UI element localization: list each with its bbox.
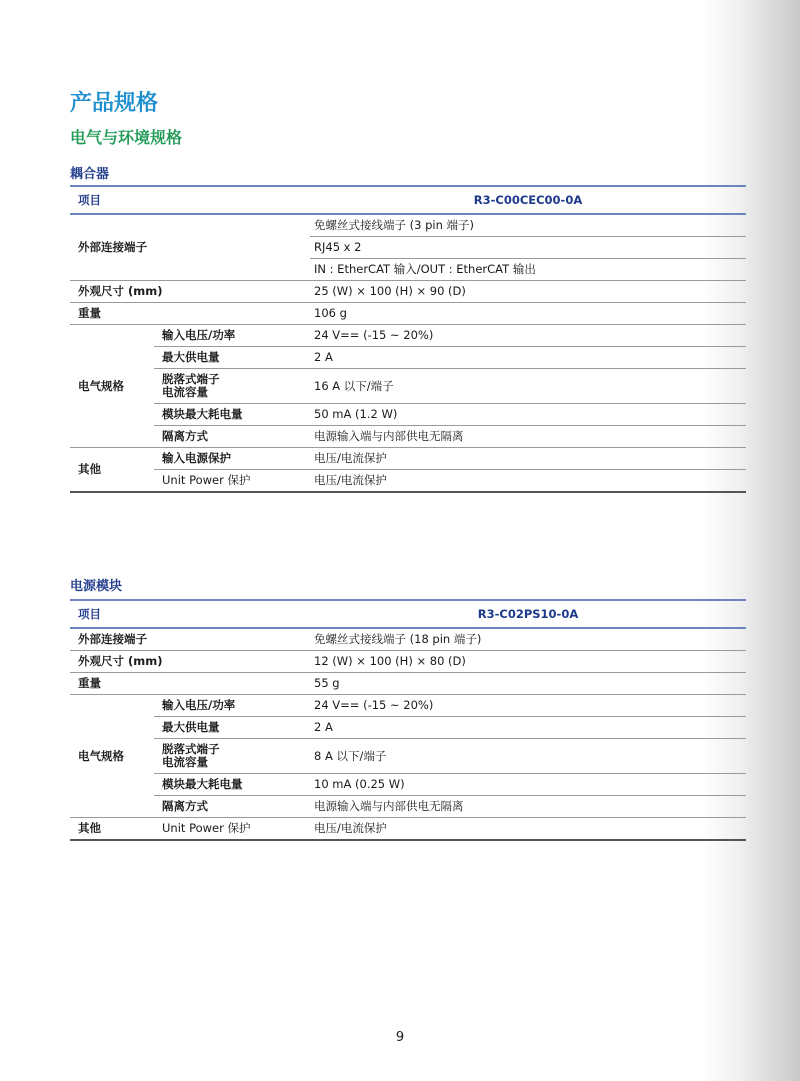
weight-label: 重量	[70, 673, 310, 695]
table-row	[70, 818, 746, 841]
elec-row-label: 输入电压/功率	[154, 325, 310, 347]
elec-row-value: 电源输入端与内部供电无隔离	[310, 426, 746, 448]
other-row-label: Unit Power 保护	[154, 470, 310, 493]
elec-row-label: 隔离方式	[154, 796, 310, 818]
electrical-spec-label: 电气规格	[70, 325, 154, 448]
page-title: 产品规格	[70, 91, 159, 116]
page-number: 9	[395, 1030, 405, 1045]
elec-row-value: 16 A 以下/端子	[310, 369, 746, 404]
weight-label: 重量	[70, 303, 310, 325]
header-model: R3-C00CEC00-0A	[310, 186, 746, 214]
elec-row-label: 隔离方式	[154, 426, 310, 448]
elec-row-value: 50 mA (1.2 W)	[310, 404, 746, 426]
elec-row-value: 8 A 以下/端子	[310, 739, 746, 774]
other-row-value: 电压/电流保护	[310, 818, 746, 841]
ext-terminal-label: 外部连接端子	[70, 214, 310, 281]
other-label: 其他	[70, 448, 154, 493]
elec-row-label: 模块最大耗电量	[154, 774, 310, 796]
coupler-spec-table	[70, 185, 746, 493]
table-row	[70, 448, 746, 470]
dimension-value: 12 (W) × 100 (H) × 80 (D)	[310, 651, 746, 673]
table-row	[70, 717, 746, 739]
header-model: R3-C02PS10-0A	[310, 600, 746, 628]
elec-row-value: 10 mA (0.25 W)	[310, 774, 746, 796]
weight-value: 106 g	[310, 303, 746, 325]
other-row-value: 电压/电流保护	[310, 448, 746, 470]
section-subtitle: 电气与环境规格	[70, 128, 183, 147]
elec-row-value: 24 V== (-15 ~ 20%)	[310, 325, 746, 347]
table-row	[70, 214, 746, 237]
ext-terminal-value: 免螺丝式接线端子 (3 pin 端子)	[310, 214, 746, 237]
table-row	[70, 796, 746, 818]
other-row-label: 输入电源保护	[154, 448, 310, 470]
table-row	[70, 673, 746, 695]
table-row	[70, 651, 746, 673]
table-row	[70, 325, 746, 347]
coupler-section-label: 耦合器	[70, 167, 110, 182]
other-label: 其他	[70, 818, 154, 841]
table-row	[70, 426, 746, 448]
ext-terminal-label: 外部连接端子	[70, 628, 310, 651]
table-header-row	[70, 186, 746, 214]
elec-row-value: 电源输入端与内部供电无隔离	[310, 796, 746, 818]
table-row	[70, 404, 746, 426]
elec-row-label: 输入电压/功率	[154, 695, 310, 717]
power-section-label: 电源模块	[70, 579, 123, 594]
elec-row-label: 最大供电量	[154, 347, 310, 369]
ext-terminal-value: IN : EtherCAT 输入/OUT : EtherCAT 输出	[310, 259, 746, 281]
dimension-label: 外观尺寸 (mm)	[70, 651, 310, 673]
header-item: 项目	[70, 186, 310, 214]
elec-row-value: 2 A	[310, 347, 746, 369]
elec-row-label: 最大供电量	[154, 717, 310, 739]
dimension-value: 25 (W) × 100 (H) × 90 (D)	[310, 281, 746, 303]
weight-value: 55 g	[310, 673, 746, 695]
header-item: 项目	[70, 600, 310, 628]
table-header-row	[70, 600, 746, 628]
elec-row-label: 脱落式端子 电流容量	[154, 739, 310, 774]
table-row	[70, 774, 746, 796]
table-row	[70, 628, 746, 651]
dimension-label: 外观尺寸 (mm)	[70, 281, 310, 303]
elec-row-value: 2 A	[310, 717, 746, 739]
elec-row-value: 24 V== (-15 ~ 20%)	[310, 695, 746, 717]
other-row-label: Unit Power 保护	[154, 818, 310, 841]
elec-row-label: 模块最大耗电量	[154, 404, 310, 426]
table-row	[70, 281, 746, 303]
ext-terminal-value: 免螺丝式接线端子 (18 pin 端子)	[310, 628, 746, 651]
electrical-spec-label: 电气规格	[70, 695, 154, 818]
other-row-value: 电压/电流保护	[310, 470, 746, 493]
table-row	[70, 695, 746, 717]
ext-terminal-value: RJ45 x 2	[310, 237, 746, 259]
table-row	[70, 470, 746, 493]
table-row	[70, 369, 746, 404]
table-row	[70, 303, 746, 325]
elec-row-label: 脱落式端子 电流容量	[154, 369, 310, 404]
table-row	[70, 347, 746, 369]
table-row	[70, 739, 746, 774]
power-spec-table	[70, 599, 746, 841]
